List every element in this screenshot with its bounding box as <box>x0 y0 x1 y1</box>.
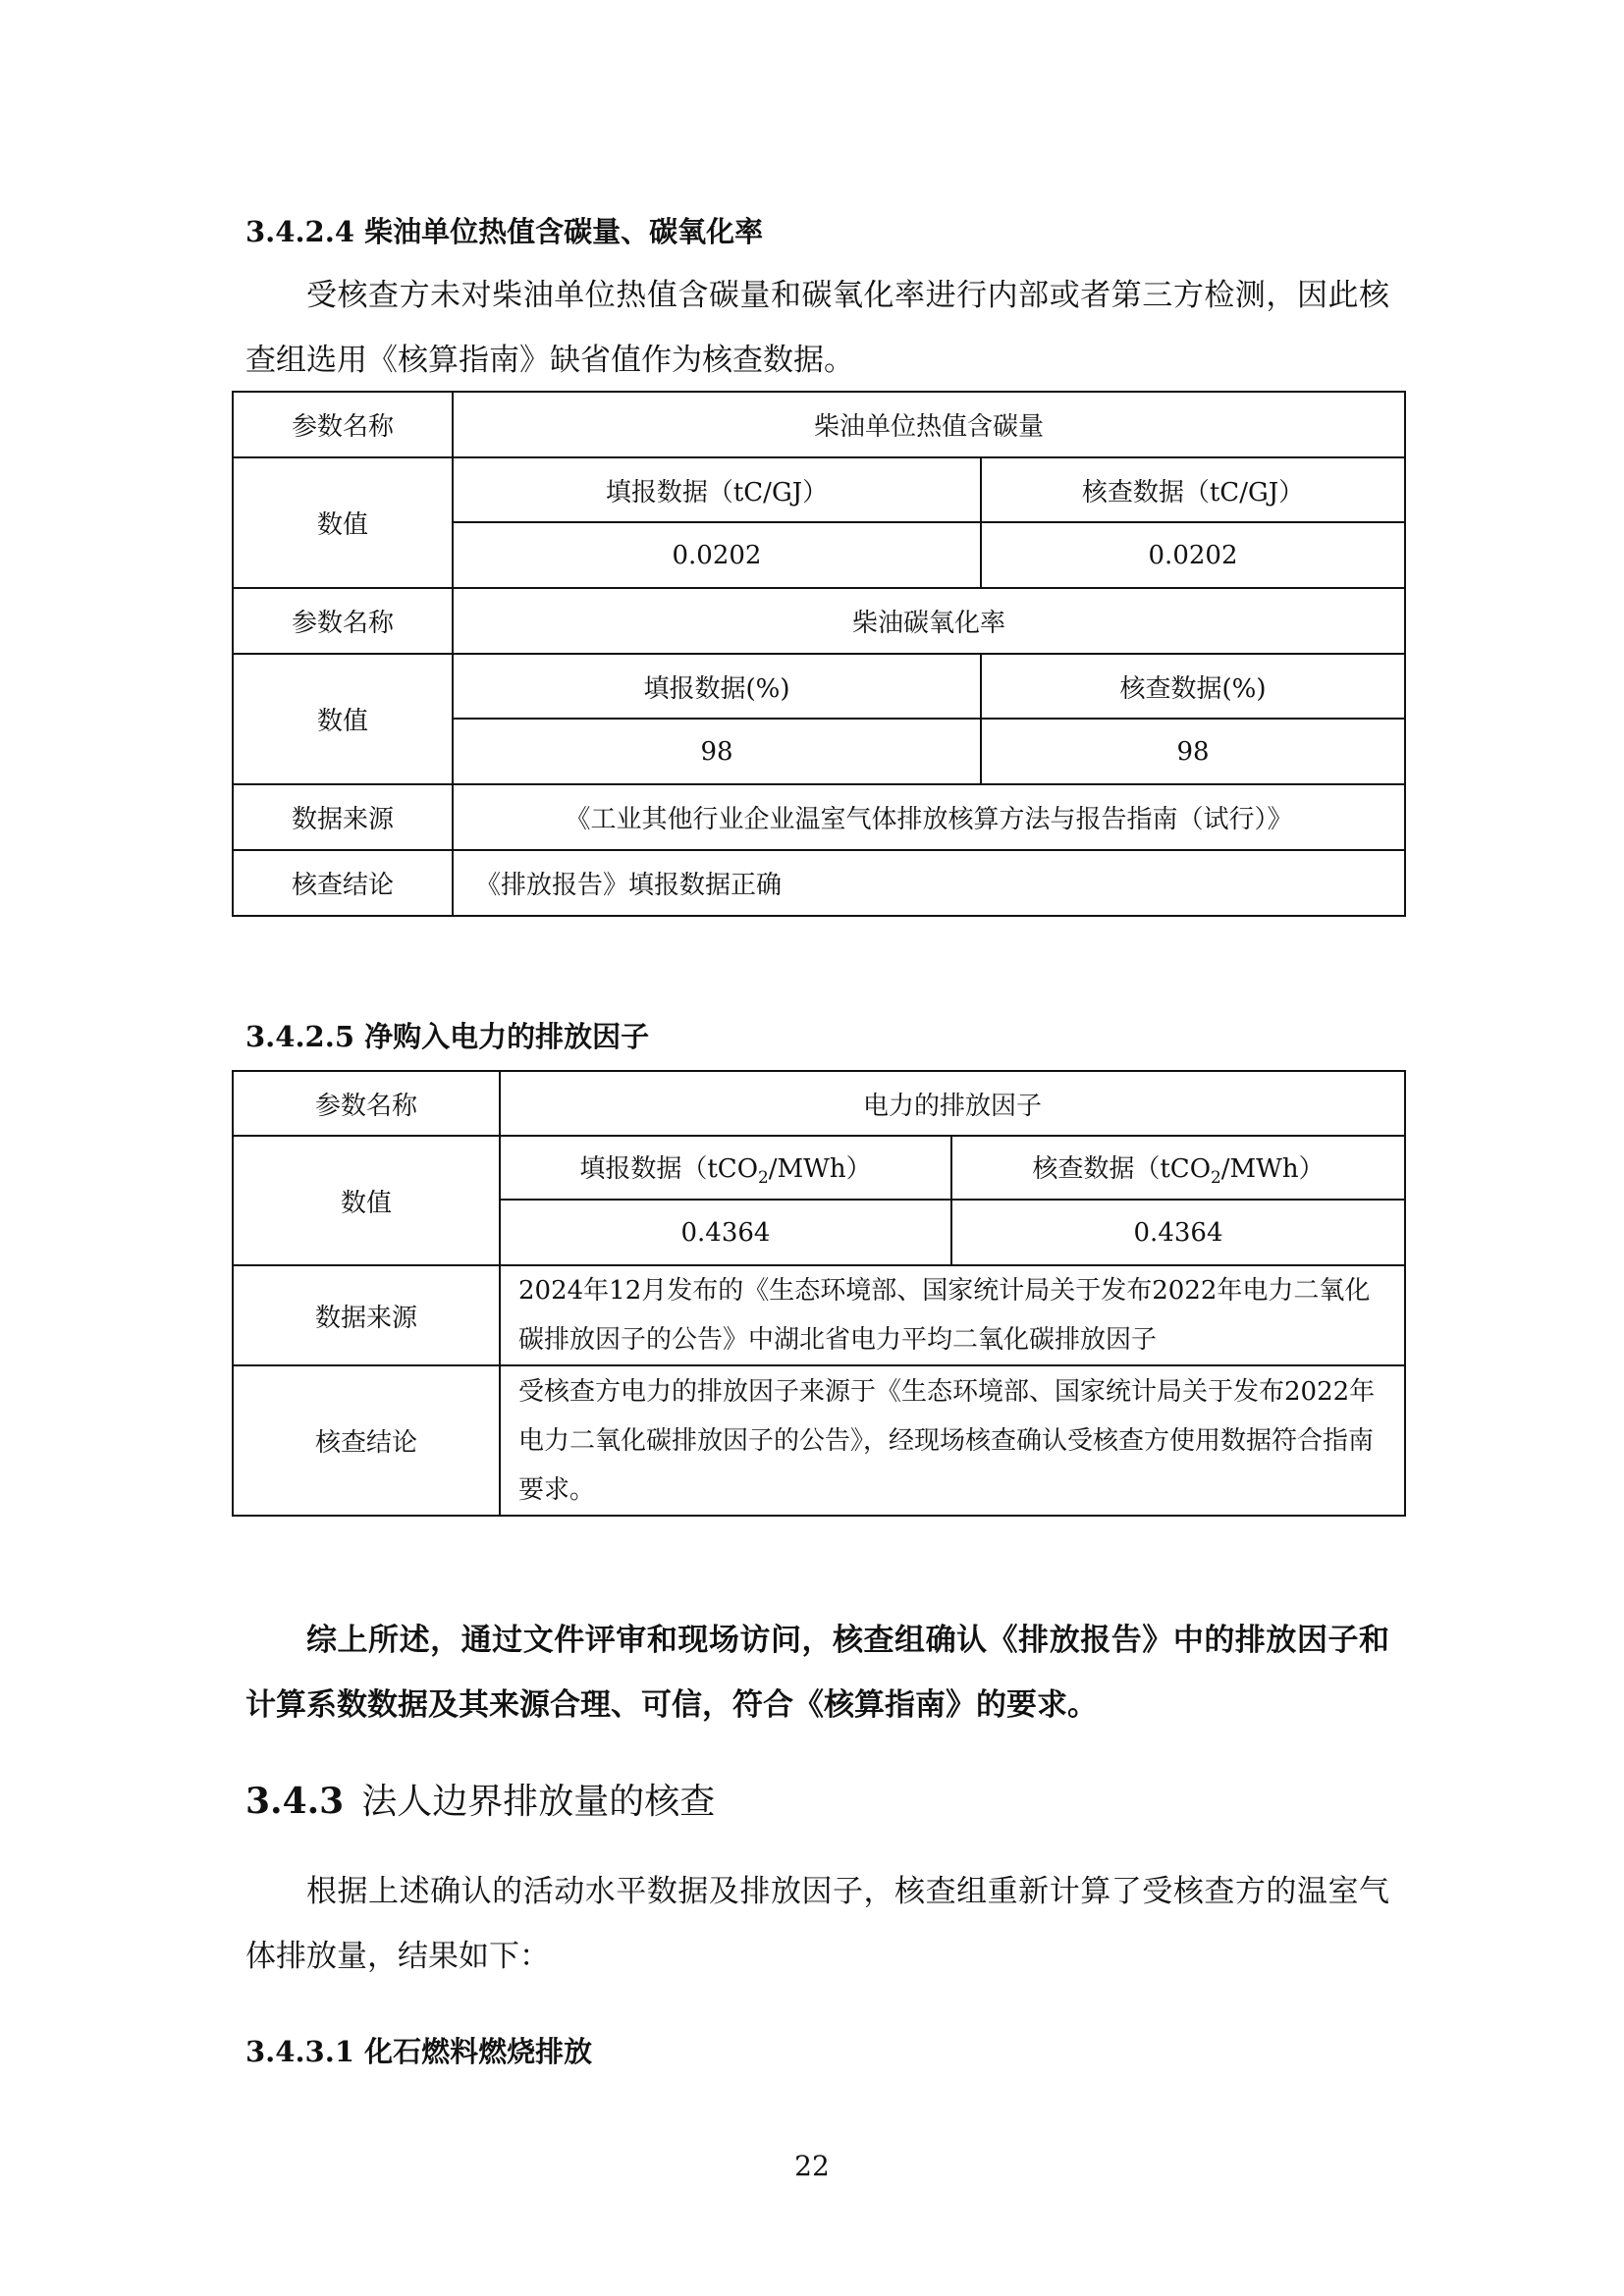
param-name-value: 柴油单位热值含碳量 <box>453 392 1405 457</box>
param-name-value: 柴油碳氧化率 <box>453 588 1405 654</box>
table-row <box>233 850 1405 916</box>
verified-data-value: 0.4364 <box>951 1200 1405 1265</box>
summary-text: 综上所述，通过文件评审和现场访问，核查组确认《排放报告》中的排放因子和计算系数数据及其来源合理、可信，符合《核算指南》的要求。 <box>245 1623 1389 1723</box>
reported-data-header: 填报数据(%) <box>453 654 981 719</box>
page-number: 22 <box>794 2150 830 2182</box>
table-row <box>233 654 1405 719</box>
section-number: 3.4.3 <box>245 1781 345 1822</box>
table-row <box>233 784 1405 850</box>
conclusion-value: 《排放报告》填报数据正确 <box>453 850 1405 916</box>
section-heading-3-4-3-1: 3.4.3.1 化石燃料燃烧排放 <box>245 2035 593 2068</box>
table-row <box>233 1265 1405 1365</box>
reported-data-header: 填报数据（tC/GJ） <box>453 457 981 522</box>
header-text: 核查数据（tCO <box>1032 1153 1212 1184</box>
param-name-label: 参数名称 <box>233 1071 500 1136</box>
paragraph-text: 受核查方未对柴油单位热值含碳量和碳氧化率进行内部或者第三方检测，因此核查组选用《核算指南》缺省值作为核查数据。 <box>245 278 1389 378</box>
table-row <box>233 457 1405 522</box>
header-text: /MWh） <box>768 1153 872 1184</box>
verified-data-header <box>951 1136 1405 1200</box>
section-heading-3-4-2-4: 3.4.2.4 柴油单位热值含碳量、碳氧化率 <box>245 215 764 248</box>
section-title: 法人边界排放量的核查 <box>361 1782 716 1822</box>
data-source-label: 数据来源 <box>233 784 453 850</box>
paragraph-3-4-2-4 <box>245 263 1389 393</box>
table-row <box>233 1136 1405 1200</box>
conclusion-label: 核查结论 <box>233 1365 500 1516</box>
paragraph-3-4-3 <box>245 1859 1389 1989</box>
subscript: 2 <box>758 1167 769 1188</box>
header-text: /MWh） <box>1220 1153 1325 1184</box>
verified-data-value: 98 <box>981 719 1405 784</box>
data-source-label: 数据来源 <box>233 1265 500 1365</box>
verified-data-header: 核查数据(%) <box>981 654 1405 719</box>
verified-data-value: 0.0202 <box>981 522 1405 588</box>
verified-data-header: 核查数据（tC/GJ） <box>981 457 1405 522</box>
table-row <box>233 1365 1405 1516</box>
section-heading-3-4-3 <box>245 1777 715 1827</box>
paragraph-text: 根据上述确认的活动水平数据及排放因子，核查组重新计算了受核查方的温室气体排放量，结果如下： <box>245 1874 1389 1974</box>
subscript: 2 <box>1211 1167 1221 1188</box>
table-row <box>233 1071 1405 1136</box>
section-heading-3-4-2-5: 3.4.2.5 净购入电力的排放因子 <box>245 1020 650 1053</box>
param-name-label: 参数名称 <box>233 588 453 654</box>
reported-data-value: 0.0202 <box>453 522 981 588</box>
diesel-parameters-table <box>232 391 1406 917</box>
table-row <box>233 392 1405 457</box>
reported-data-value: 0.4364 <box>500 1200 951 1265</box>
data-source-value: 2024年12月发布的《生态环境部、国家统计局关于发布2022年电力二氧化碳排放因子的公告》中湖北省电力平均二氧化碳排放因子 <box>500 1265 1405 1365</box>
electricity-factor-table <box>232 1070 1406 1517</box>
conclusion-label: 核查结论 <box>233 850 453 916</box>
data-source-value: 《工业其他行业企业温室气体排放核算方法与报告指南（试行）》 <box>453 784 1405 850</box>
param-name-label: 参数名称 <box>233 392 453 457</box>
value-label: 数值 <box>233 1136 500 1265</box>
table-row <box>233 588 1405 654</box>
value-label: 数值 <box>233 654 453 784</box>
value-label: 数值 <box>233 457 453 588</box>
param-name-value: 电力的排放因子 <box>500 1071 1405 1136</box>
header-text: 填报数据（tCO <box>579 1153 759 1184</box>
conclusion-value: 受核查方电力的排放因子来源于《生态环境部、国家统计局关于发布2022年电力二氧化碳排放因子的公告》，经现场核查确认受核查方使用数据符合指南要求。 <box>500 1365 1405 1516</box>
reported-data-header <box>500 1136 951 1200</box>
summary-paragraph <box>245 1608 1389 1737</box>
reported-data-value: 98 <box>453 719 981 784</box>
